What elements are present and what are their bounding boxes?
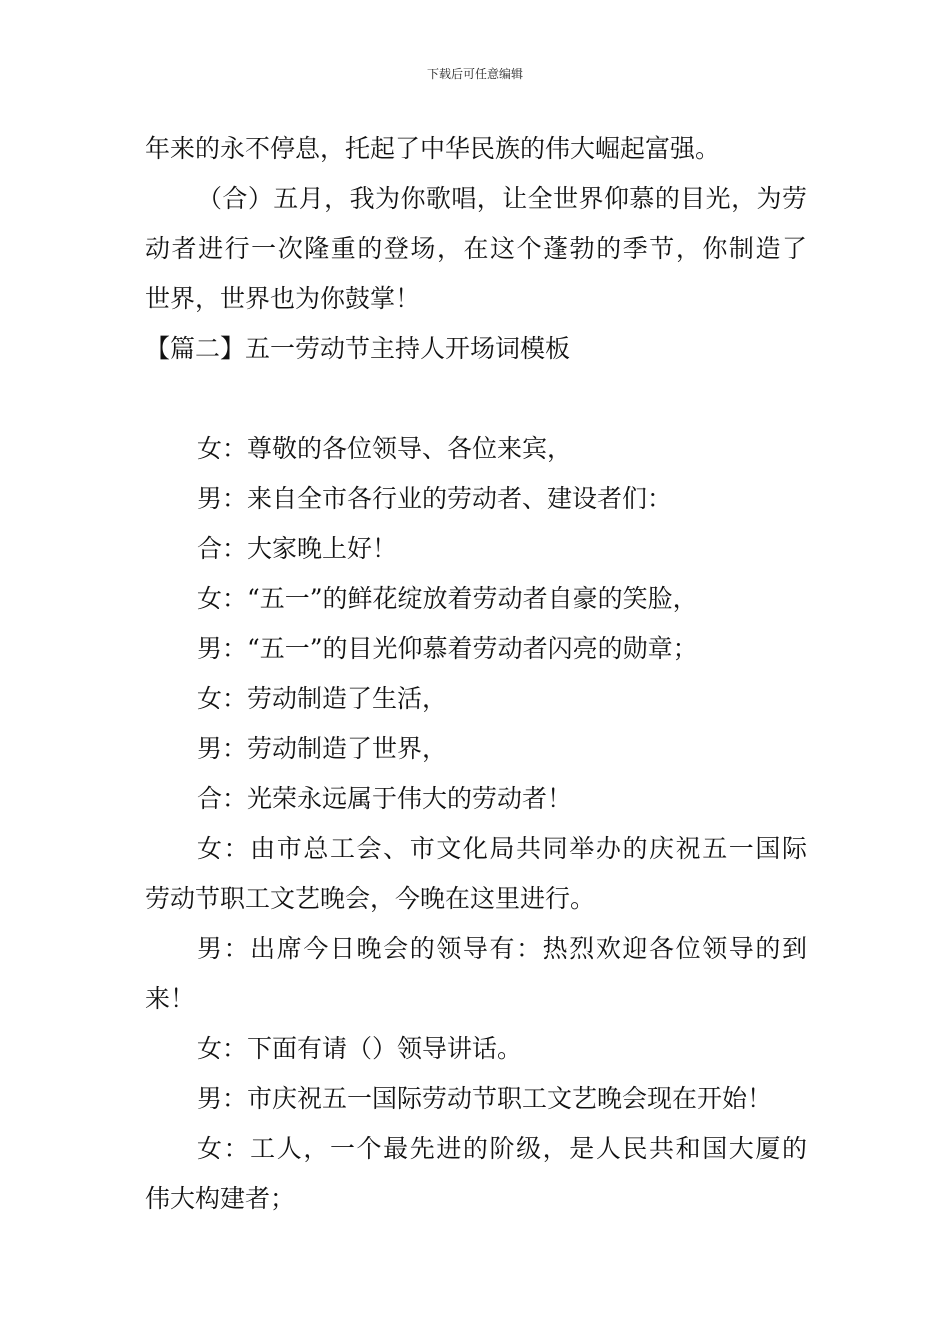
dialogue-line-continued: 劳动节职工文艺晚会，今晚在这里进行。 [145,884,596,913]
dialogue-line: 男：来自全市各行业的劳动者、建设者们： [197,484,673,513]
paragraph-line: 动者进行一次隆重的登场，在这个蓬勃的季节，你制造了 [145,234,807,263]
paragraph-line: （合）五月，我为你歌唱，让全世界仰慕的目光，为劳 [197,184,807,213]
dialogue-line: 女：工人，一个最先进的阶级，是人民共和国大厦的 [197,1134,807,1163]
dialogue-line: 女：“五一”的鲜花绽放着劳动者自豪的笑脸， [197,584,698,613]
dialogue-line: 女：尊敬的各位领导、各位来宾， [197,434,573,463]
dialogue-line: 男：市庆祝五一国际劳动节职工文艺晚会现在开始！ [197,1084,773,1113]
dialogue-line: 女：由市总工会、市文化局共同举办的庆祝五一国际 [197,834,807,863]
blank-line [145,374,807,424]
dialogue-line: 男：“五一”的目光仰慕着劳动者闪亮的勋章； [197,634,698,663]
dialogue-line: 男：劳动制造了世界， [197,734,448,763]
dialogue-line: 女：劳动制造了生活， [197,684,448,713]
dialogue-line: 合：光荣永远属于伟大的劳动者！ [197,784,573,813]
document-body [145,124,807,1224]
page-header: 下载后可任意编辑 [426,67,523,81]
dialogue-line-continued: 伟大构建者； [145,1184,296,1213]
paragraph-line: 世界，世界也为你鼓掌！ [145,284,421,313]
paragraph-line: 年来的永不停息，托起了中华民族的伟大崛起富强。 [145,134,721,163]
dialogue-line: 男：出席今日晚会的领导有：热烈欢迎各位领导的到 [197,934,807,963]
dialogue-line-continued: 来！ [145,984,196,1013]
dialogue-line: 女：下面有请（）领导讲话。 [197,1034,523,1063]
section-heading: 【篇二】五一劳动节主持人开场词模板 [145,334,571,363]
dialogue-line: 合：大家晚上好！ [197,534,398,563]
